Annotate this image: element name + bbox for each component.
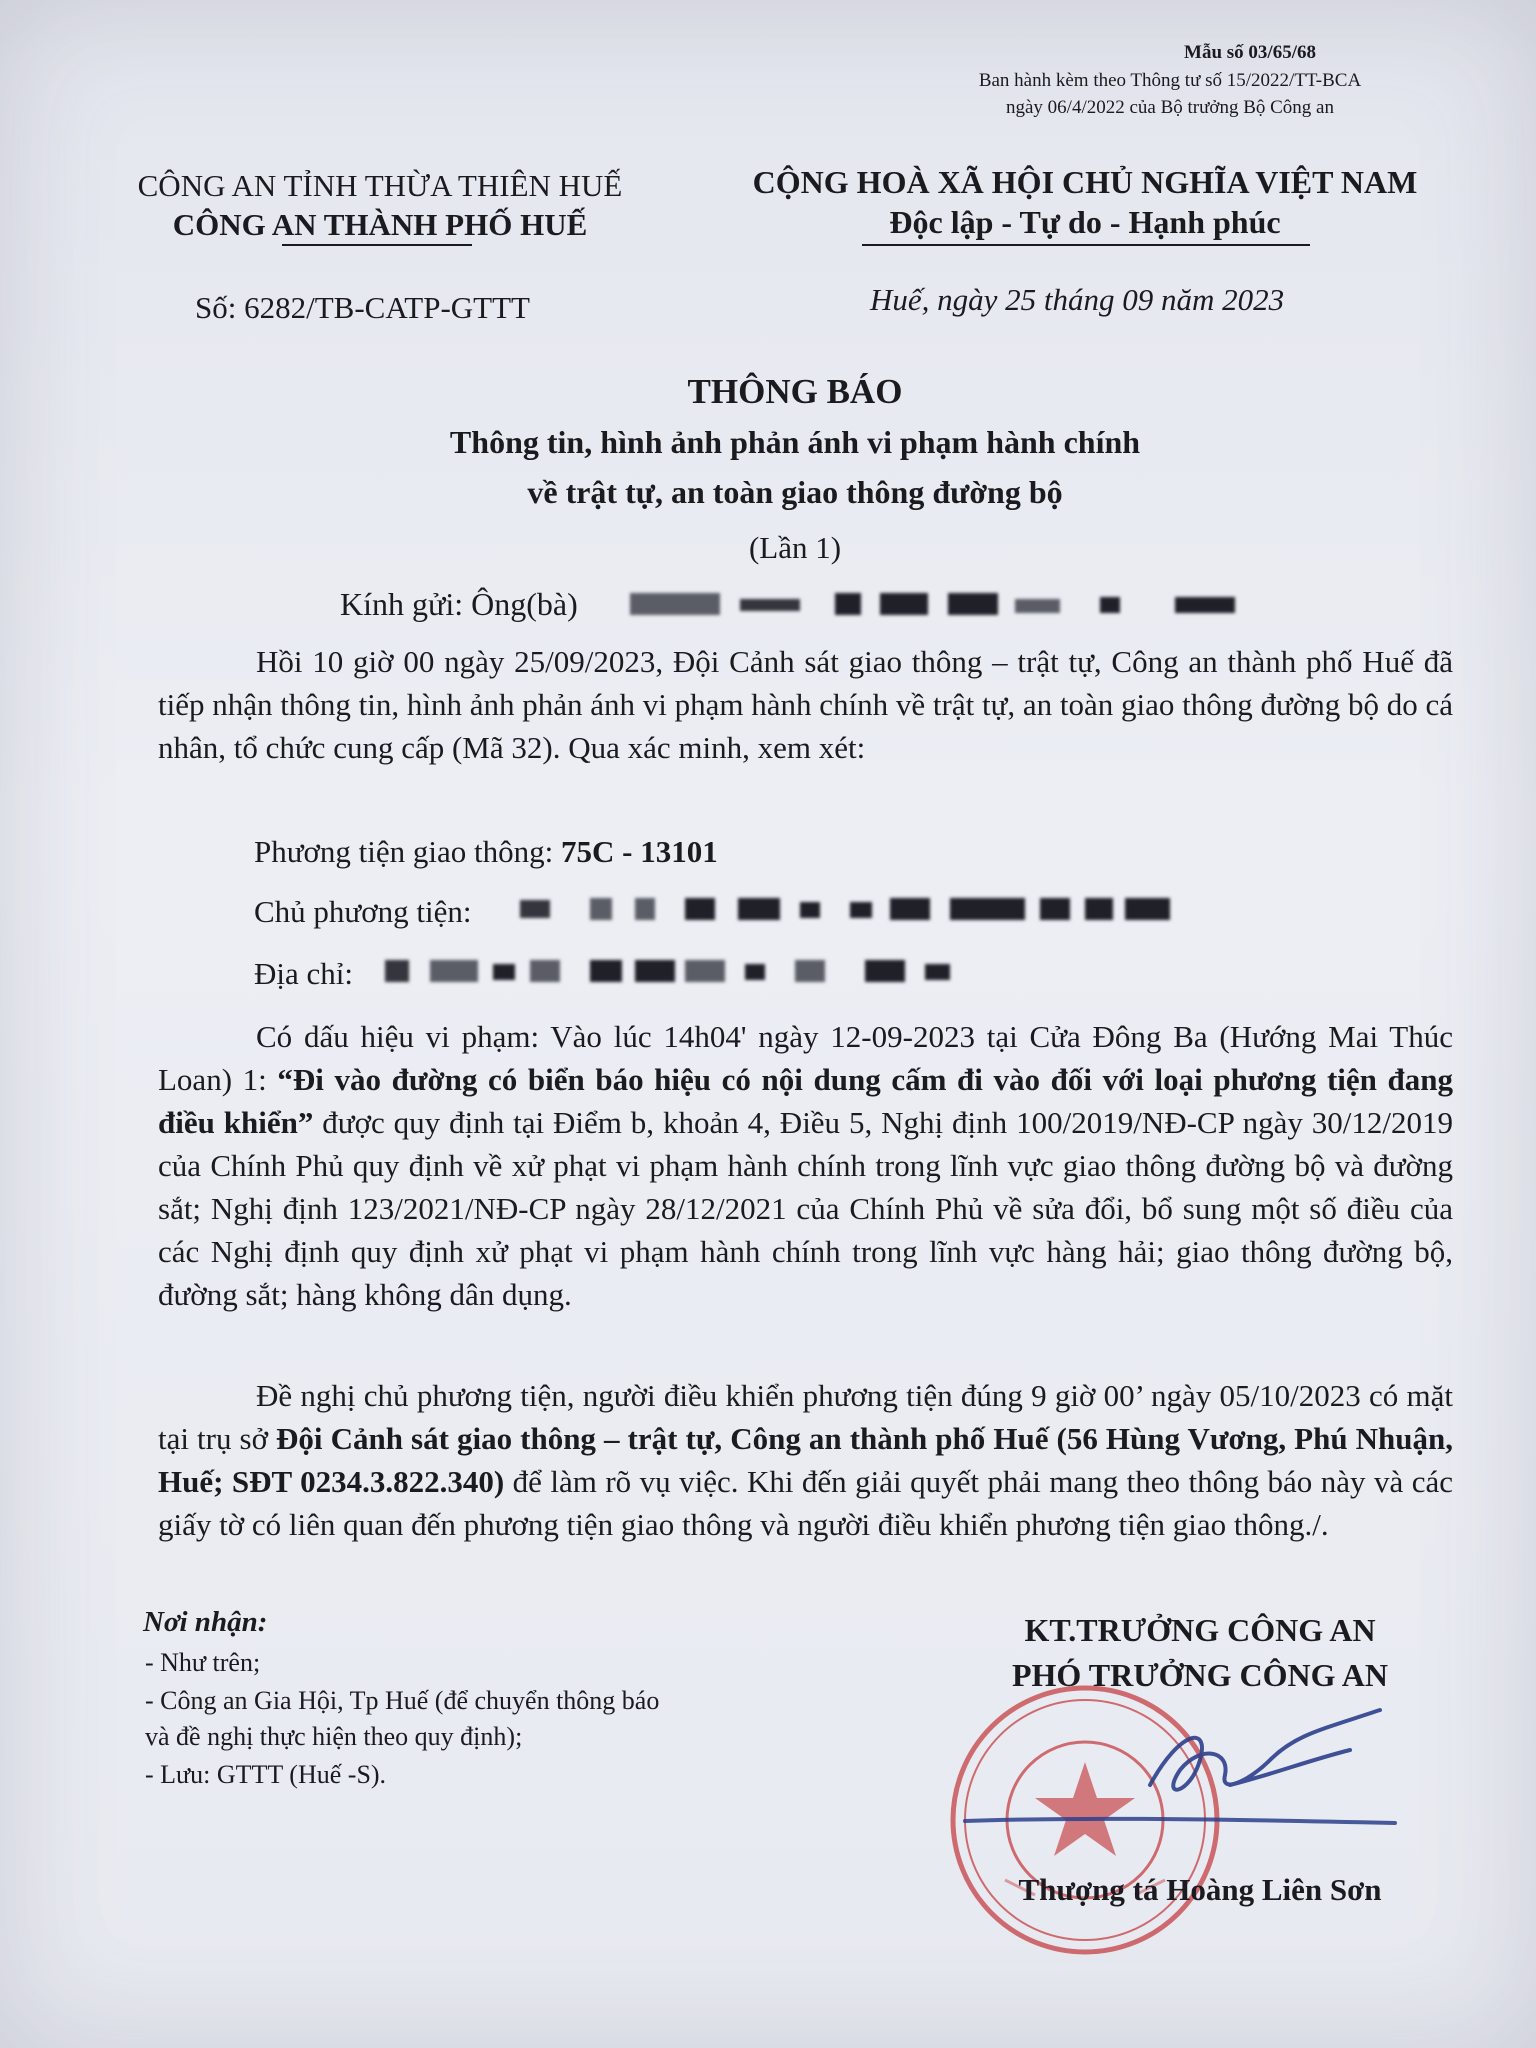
signatory-title-line2: PHÓ TRƯỞNG CÔNG AN	[1011, 1657, 1388, 1693]
notice-round: (Lần 1)	[748, 530, 842, 565]
form-basis-line1: Ban hành kèm theo Thông tư số 15/2022/TT-BCA	[978, 70, 1362, 91]
agency-underline	[282, 244, 472, 246]
request-office-address: Đội Cảnh sát giao thông – trật tự, Công an thành phố Huế (56 Hùng Vương, Phú Nhuận, Huế; SĐT 0234.3.822.340)	[158, 1421, 1453, 1499]
redacted-owner-name	[520, 898, 1180, 924]
recipient-item: - Công an Gia Hội, Tp Huế (để chuyển thông báo	[145, 1686, 660, 1715]
signer-name: Thượng tá Hoàng Liên Sơn	[1018, 1872, 1382, 1907]
recipient-label: Kính gửi: Ông(bà)	[340, 586, 578, 622]
violation-text-start: Có dấu hiệu vi phạm: Vào lúc 14h04' ngày 12-09-2023 tại Cửa Đông Ba (Hướng Mai Thúc Loan) 1:	[158, 1019, 1453, 1097]
motto-underline	[862, 244, 1310, 246]
document-date: Huế, ngày 25 tháng 09 năm 2023	[870, 282, 1285, 317]
paragraph-intake: Hồi 10 giờ 00 ngày 25/09/2023, Đội Cảnh sát giao thông – trật tự, Công an thành phố Huế đã tiếp nhận thông tin, hình ảnh phản ánh vi phạm hành chính về trật tự, an toàn giao thông đường bộ do cá nhân, tổ chức cung cấp (Mã 32). Qua xác minh, xem xét:	[158, 644, 1453, 765]
violation-legal-basis: được quy định tại Điểm b, khoản 4, Điều 5, Nghị định 100/2019/NĐ-CP ngày 30/12/2019 của Chính Phủ quy định về xử phạt vi phạm hành chính trong lĩnh vực giao thông đường bộ và đường sắt; Nghị định 123/2021/NĐ-CP ngày 28/12/2021 của Chính Phủ về sửa đổi, bổ sung một số điều của các Nghị định quy định xử phạt vi phạm hành chính trong lĩnh vực hàng hải; giao thông đường bộ, đường sắt; hàng không dân dụng.	[158, 1105, 1453, 1312]
request-text-start: Đề nghị chủ phương tiện, người điều khiển phương tiện đúng 9 giờ 00’ ngày 05/10/2023 có mặt tại trụ sở	[158, 1378, 1453, 1456]
vehicle-label: Phương tiện giao thông:	[254, 834, 562, 869]
national-motto: Độc lập - Tự do - Hạnh phúc	[889, 204, 1281, 240]
vehicle-field	[254, 834, 718, 870]
recipient-item: - Như trên;	[145, 1648, 261, 1677]
recipient-item: và đề nghị thực hiện theo quy định);	[145, 1722, 523, 1751]
document-number: Số: 6282/TB-CATP-GTTT	[195, 290, 530, 325]
signature-stroke-icon	[960, 1805, 1400, 1835]
nation-name: CỘNG HOÀ XÃ HỘI CHỦ NGHĨA VIỆT NAM	[752, 164, 1418, 200]
redacted-recipient-name	[630, 593, 1240, 619]
form-code: Mẫu số 03/65/68	[1184, 42, 1316, 63]
recipients-heading: Nơi nhận:	[143, 1606, 268, 1638]
document-subtitle-line1: Thông tin, hình ảnh phản ánh vi phạm hành chính	[449, 424, 1141, 460]
agency-name: CÔNG AN THÀNH PHỐ HUẾ	[172, 207, 588, 242]
paragraph-violation	[158, 1015, 1453, 1316]
form-basis-line2: ngày 06/4/2022 của Bộ trưởng Bộ Công an	[1005, 97, 1334, 118]
document-subtitle-line2: về trật tự, an toàn giao thông đường bộ	[527, 474, 1063, 510]
redacted-address	[385, 960, 975, 986]
owner-label: Chủ phương tiện:	[254, 894, 472, 929]
signatory-title-line1: KT.TRƯỞNG CÔNG AN	[1024, 1612, 1376, 1648]
recipient-item: - Lưu: GTTT (Huế -S).	[145, 1760, 387, 1789]
vehicle-plate: 75C - 13101	[561, 834, 718, 869]
address-label: Địa chỉ:	[254, 956, 353, 991]
request-text-end: để làm rõ vụ việc. Khi đến giải quyết phải mang theo thông báo này và các giấy tờ có liên quan đến phương tiện giao thông và người điều khiển phương tiện giao thông./.	[158, 1464, 1453, 1542]
violation-description: “Đi vào đường có biển báo hiệu có nội dung cấm đi vào đối với loại phương tiện đang điều khiển”	[158, 1062, 1453, 1140]
agency-parent: CÔNG AN TỈNH THỪA THIÊN HUẾ	[137, 168, 623, 203]
document-title: THÔNG BÁO	[687, 372, 903, 411]
paragraph-request	[158, 1374, 1453, 1546]
